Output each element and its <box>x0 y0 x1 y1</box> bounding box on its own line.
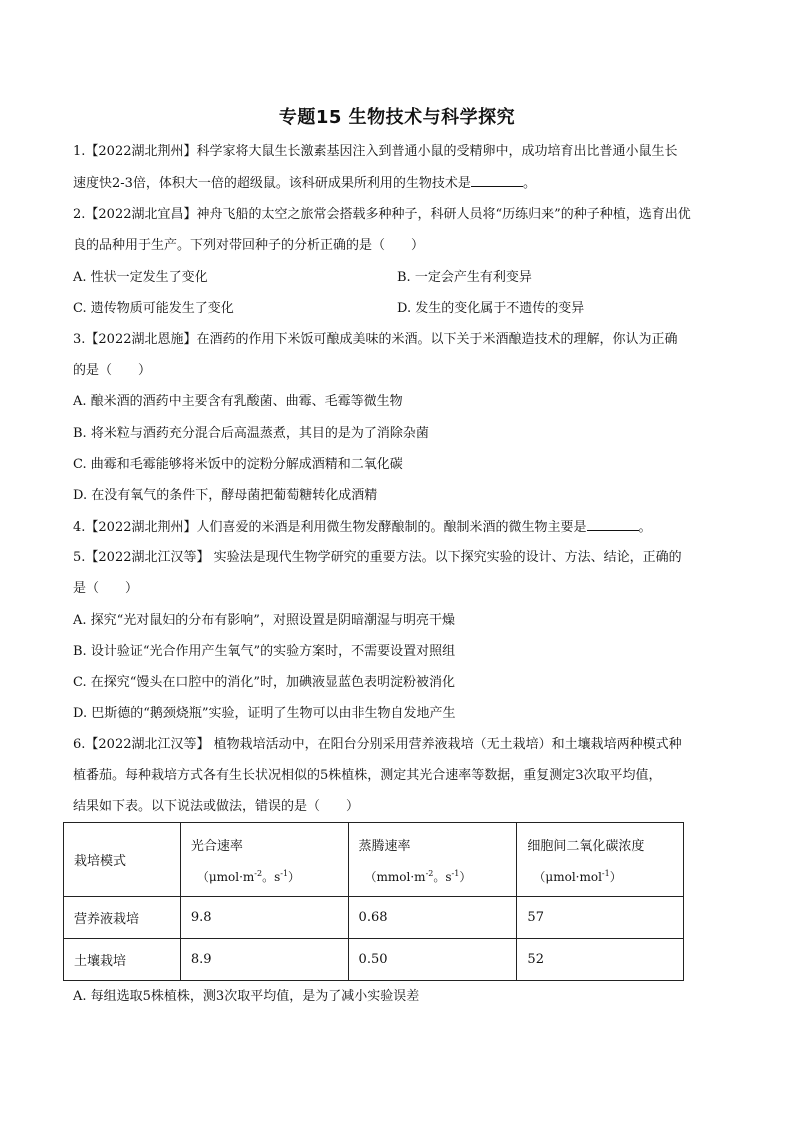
table-cell: 57 <box>517 897 684 939</box>
question-3-option-b: B. 将米粒与酒药充分混合后高温蒸煮，其目的是为了消除杂菌 <box>73 426 429 441</box>
question-1-line-2 <box>73 174 536 193</box>
table-cell: 营养液栽培 <box>64 897 181 939</box>
header-unit <box>191 868 338 885</box>
unit-part: ） <box>459 869 472 884</box>
question-1-line-1: 1.【2022湖北荆州】科学家将大鼠生长激素基因注入到普通小鼠的受精卵中，成功培育出比普通小鼠生长 <box>73 144 678 159</box>
question-3-option-d: D. 在没有氧气的条件下，酵母菌把葡萄糖转化成酒精 <box>73 488 378 503</box>
question-2-line-1: 2.【2022湖北宜昌】神舟飞船的太空之旅常会搭载多种种子，科研人员将“历练归来”的种子种植，选育出优 <box>73 207 691 222</box>
question-3-line-2: 的是（ ） <box>73 363 152 378</box>
unit-exponent: -2 <box>254 868 263 878</box>
question-2-option-d: D. 发生的变化属于不遗传的变异 <box>397 301 585 316</box>
unit-part: ） <box>609 869 622 884</box>
question-4-line-1 <box>73 518 652 537</box>
question-6-option-a: A. 每组选取5株植株，测3次取平均值，是为了减小实验误差 <box>73 989 420 1004</box>
question-1-text: 速度快2-3倍，体积大一倍的超级鼠。该科研成果所利用的生物技术是 <box>73 176 471 191</box>
table-header-cell <box>64 823 181 897</box>
table-row <box>64 897 684 939</box>
header-label: 栽培模式 <box>74 854 127 869</box>
question-6-line-1: 6.【2022湖北江汉等】 植物栽培活动中，在阳台分别采用营养液栽培（无土栽培）和土壤栽培两种模式种 <box>73 737 682 752</box>
header-unit <box>527 868 673 885</box>
question-5-line-1: 5.【2022湖北江汉等】 实验法是现代生物学研究的重要方法。以下探究实验的设计、方法、结论，正确的 <box>73 550 682 565</box>
unit-part: 。s <box>433 869 452 884</box>
header-label: 蒸腾速率 <box>358 838 411 854</box>
question-5-option-d: D. 巴斯德的“鹅颈烧瓶”实验，证明了生物可以由非生物自发地产生 <box>73 706 456 721</box>
answer-blank <box>471 174 523 187</box>
unit-exponent: -1 <box>451 868 460 878</box>
data-table <box>63 822 684 981</box>
question-5-option-b: B. 设计验证“光合作用产生氧气”的实验方案时，不需要设置对照组 <box>73 644 456 659</box>
table-header-cell <box>180 823 348 897</box>
question-2-option-c: C. 遗传物质可能发生了变化 <box>73 301 234 316</box>
table-cell: 0.50 <box>348 939 517 981</box>
question-2-line-2: 良的品种用于生产。下列对带回种子的分析正确的是（ ） <box>73 238 425 253</box>
unit-part: （μmol·m <box>196 869 255 884</box>
table-cell: 0.68 <box>348 897 517 939</box>
unit-part: ） <box>288 869 301 884</box>
unit-part: 。s <box>262 869 281 884</box>
unit-exponent: -2 <box>425 868 434 878</box>
question-5-option-a: A. 探究“光对鼠妇的分布有影响”，对照设置是阴暗潮湿与明亮干燥 <box>73 613 455 628</box>
answer-blank <box>587 518 639 531</box>
question-2-option-a: A. 性状一定发生了变化 <box>73 270 208 285</box>
header-label: 细胞间二氧化碳浓度 <box>527 838 645 854</box>
unit-exponent: -1 <box>280 868 289 878</box>
question-3-option-a: A. 酿米酒的酒药中主要含有乳酸菌、曲霉、毛霉等微生物 <box>73 394 403 409</box>
header-label: 光合速率 <box>190 838 243 854</box>
header-unit <box>359 868 507 885</box>
question-3-line-1: 3.【2022湖北恩施】在酒药的作用下米饭可酿成美味的米酒。以下关于米酒酿造技术的理解，你认为正确 <box>73 332 678 347</box>
question-6-line-2: 植番茄。每种栽培方式各有生长状况相似的5株植株，测定其光合速率等数据，重复测定3次取平均值， <box>73 768 662 783</box>
table-header-row <box>64 823 684 897</box>
question-1-end: 。 <box>522 176 536 191</box>
table-cell: 土壤栽培 <box>64 939 181 981</box>
question-5-option-c: C. 在探究“馒头在口腔中的消化”时，加碘液显蓝色表明淀粉被消化 <box>73 675 456 690</box>
unit-part: （mmol·m <box>364 869 426 884</box>
question-4-end: 。 <box>638 520 652 535</box>
table-cell: 9.8 <box>180 897 348 939</box>
question-6-line-3: 结果如下表。以下说法或做法，错误的是（ ） <box>73 799 360 814</box>
question-5-line-2: 是（ ） <box>73 581 139 596</box>
page-title: 专题15 生物技术与科学探究 <box>278 107 516 128</box>
question-3-option-c: C. 曲霉和毛霉能够将米饭中的淀粉分解成酒精和二氧化碳 <box>73 457 403 472</box>
unit-exponent: -1 <box>601 868 610 878</box>
question-2-option-b: B. 一定会产生有利变异 <box>397 270 532 285</box>
table-cell: 8.9 <box>180 939 348 981</box>
table-header-cell <box>348 823 517 897</box>
unit-part: （μmol·mol <box>533 869 602 884</box>
table-row <box>64 939 684 981</box>
table-cell: 52 <box>517 939 684 981</box>
question-4-text: 4.【2022湖北荆州】人们喜爱的米酒是利用微生物发酵酿制的。酿制米酒的微生物主要是 <box>73 520 587 535</box>
table-header-cell <box>517 823 684 897</box>
